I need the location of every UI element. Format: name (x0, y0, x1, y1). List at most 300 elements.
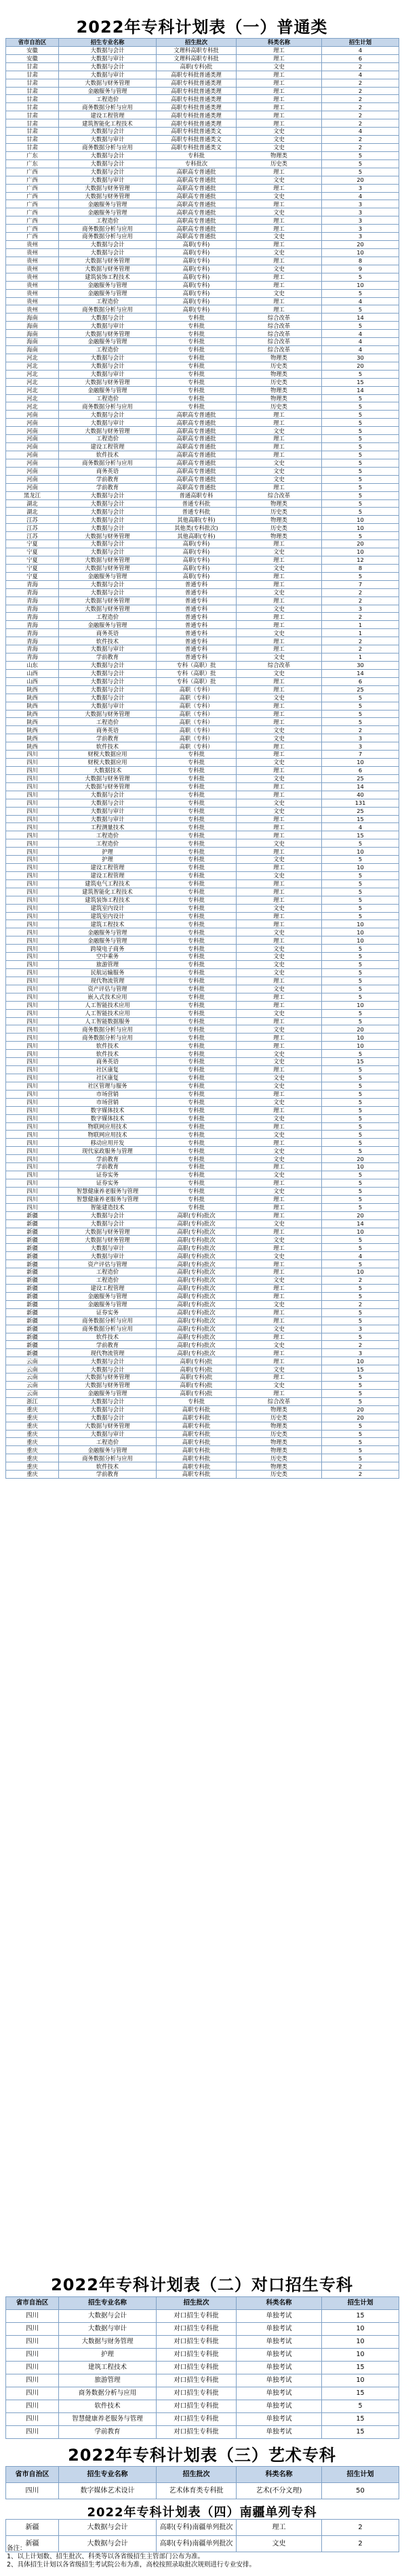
cell-major: 大数据与审计 (59, 71, 157, 79)
cell-major: 大数据与会计 (59, 661, 157, 669)
cell-batch: 高职专科批 (157, 1446, 237, 1454)
cell-province: 新疆 (6, 1333, 59, 1341)
cell-quota: 50 (322, 2483, 399, 2499)
cell-province: 陕西 (6, 694, 59, 702)
cell-batch: 专科批 (157, 969, 237, 977)
cell-quota: 5 (322, 1098, 399, 1106)
table-row (6, 1122, 399, 1131)
cell-batch: 高职(专科)批次 (157, 1276, 237, 1285)
table-row (6, 419, 399, 427)
header-batch: 招生批次 (157, 39, 237, 47)
cell-quota: 15 (322, 2310, 399, 2323)
notes (7, 2545, 397, 2569)
cell-category: 理工 (237, 710, 322, 718)
cell-quota: 7 (322, 751, 399, 759)
cell-major: 证券实务 (59, 1171, 157, 1179)
table-row (6, 354, 399, 362)
cell-batch: 专科批 (157, 1009, 237, 1017)
cell-province: 贵州 (6, 305, 59, 314)
cell-category: 理工 (237, 1317, 322, 1325)
table-row (6, 856, 399, 864)
table-row (6, 273, 399, 281)
notes-line: 1、以上计划数、招生批次、科类等以各省级招生主管部门公布为准。 (7, 2553, 205, 2560)
cell-major: 工程造价 (59, 1276, 157, 1285)
cell-batch: 专科批 (157, 977, 237, 985)
table-row (6, 920, 399, 928)
cell-province: 陕西 (6, 718, 59, 726)
cell-batch: 高职(专科) (157, 273, 237, 281)
cell-category: 单独考试 (237, 2310, 322, 2323)
cell-province: 重庆 (6, 1414, 59, 1422)
table-row (6, 289, 399, 297)
cell-batch: 对口招生专科批 (157, 2323, 237, 2336)
cell-category: 文史 (237, 928, 322, 936)
header-major: 招生专业名称 (59, 2297, 157, 2310)
cell-quota: 5 (322, 977, 399, 985)
cell-batch: 对口招生专科批 (157, 2426, 237, 2439)
cell-quota: 2 (322, 87, 399, 95)
cell-province: 海南 (6, 322, 59, 330)
cell-province: 陕西 (6, 734, 59, 742)
table-row (6, 386, 399, 394)
cell-batch: 高职专科批 (157, 1471, 237, 1479)
table-row (6, 370, 399, 378)
cell-category: 文史 (237, 128, 322, 136)
cell-quota: 2 (322, 588, 399, 596)
cell-category: 文史 (237, 176, 322, 184)
cell-province: 江苏 (6, 524, 59, 532)
table-row (6, 694, 399, 702)
table-row (6, 2374, 399, 2387)
cell-batch: 高职(专科)批次 (157, 1317, 237, 1325)
cell-quota: 5 (322, 904, 399, 912)
cell-quota: 15 (322, 831, 399, 839)
cell-major: 建筑工程技术 (59, 920, 157, 928)
cell-category: 文史 (237, 774, 322, 782)
cell-quota: 10 (322, 2323, 399, 2336)
cell-batch: 专科批 (157, 782, 237, 791)
cell-province: 海南 (6, 346, 59, 354)
table-row (6, 1268, 399, 1276)
cell-province: 广西 (6, 168, 59, 176)
cell-province: 四川 (6, 2362, 59, 2374)
cell-category: 理工 (237, 815, 322, 823)
cell-quota: 20 (322, 1211, 399, 1219)
cell-batch: 专科批 (157, 378, 237, 386)
cell-province: 湖北 (6, 508, 59, 516)
cell-quota: 3 (322, 208, 399, 216)
cell-quota: 5 (322, 953, 399, 961)
cell-batch: 高职(专科)批次 (157, 1308, 237, 1317)
table-row (6, 1171, 399, 1179)
cell-category: 理工 (237, 435, 322, 443)
table-row (6, 208, 399, 216)
cell-category: 理工 (237, 1357, 322, 1365)
table-row (6, 1389, 399, 1397)
cell-category: 理工 (237, 200, 322, 208)
cell-major: 金融服务与管理 (59, 200, 157, 208)
cell-major: 大数据与会计 (59, 362, 157, 370)
cell-major: 旅游管理 (59, 2374, 157, 2387)
cell-batch: 高职(专科)批次 (157, 1236, 237, 1244)
cell-quota: 2 (322, 637, 399, 645)
cell-category: 文史 (237, 726, 322, 734)
cell-quota: 5 (322, 1074, 399, 1082)
cell-category: 理工 (237, 1066, 322, 1074)
table-row (6, 2387, 399, 2400)
cell-batch: 其他高职(专科) (157, 532, 237, 540)
cell-province: 青海 (6, 637, 59, 645)
cell-batch: 高职高专普通批 (157, 216, 237, 225)
cell-province: 青海 (6, 629, 59, 637)
cell-batch: 专科批 (157, 1195, 237, 1203)
cell-province: 四川 (6, 1106, 59, 1114)
cell-major: 大数据与会计 (59, 580, 157, 588)
cell-category: 理工 (237, 540, 322, 548)
cell-province: 四川 (6, 848, 59, 856)
table-row (6, 216, 399, 225)
table-row (6, 548, 399, 556)
table-row (6, 572, 399, 580)
cell-major: 商务数据分析与应用 (59, 233, 157, 241)
cell-category: 理工 (237, 685, 322, 694)
cell-major: 智慧健康养老服务与管理 (59, 1187, 157, 1195)
cell-province: 宁夏 (6, 572, 59, 580)
cell-major: 大数据与财务管理 (59, 427, 157, 435)
cell-quota: 40 (322, 791, 399, 799)
cell-batch: 专科批 (157, 871, 237, 879)
table-row (6, 669, 399, 677)
cell-batch: 专科批 (157, 774, 237, 782)
cell-batch: 专科批 (157, 1090, 237, 1098)
cell-batch: 高职专科批普通类理 (157, 119, 237, 128)
cell-category: 理工 (237, 637, 322, 645)
cell-province: 新疆 (6, 1300, 59, 1308)
cell-major: 建筑智能化工程技术 (59, 119, 157, 128)
cell-major: 市场营销 (59, 1098, 157, 1106)
table-row (6, 1292, 399, 1300)
cell-major: 大数据与财务管理 (59, 532, 157, 540)
cell-quota: 5 (322, 1147, 399, 1155)
table-row (6, 945, 399, 953)
cell-major: 工程造价 (59, 297, 157, 305)
header-quota: 招生计划 (322, 2297, 399, 2310)
cell-major: 金融服务与管理 (59, 621, 157, 629)
table-row (6, 896, 399, 904)
cell-major: 工程造价 (59, 1268, 157, 1276)
cell-province: 重庆 (6, 1430, 59, 1438)
cell-quota: 25 (322, 774, 399, 782)
cell-batch: 普通高职专科 (157, 491, 237, 499)
cell-province: 河北 (6, 386, 59, 394)
cell-province: 广西 (6, 216, 59, 225)
header-province: 省市自治区 (6, 39, 59, 47)
cell-batch: 高职(专科)批次 (157, 1292, 237, 1300)
cell-category: 历史类 (237, 1414, 322, 1422)
table-row (6, 1252, 399, 1260)
cell-category: 历史类 (237, 1454, 322, 1462)
cell-province: 四川 (6, 993, 59, 1001)
cell-batch: 专科批 (157, 1147, 237, 1155)
cell-batch: 高职专科批普通类文 (157, 136, 237, 144)
table-row (6, 734, 399, 742)
cell-quota: 25 (322, 807, 399, 815)
cell-major: 大数据与会计 (59, 1365, 157, 1374)
cell-category: 文史 (237, 564, 322, 572)
cell-category: 文史 (237, 1219, 322, 1228)
cell-province: 四川 (6, 888, 59, 896)
cell-quota: 5 (322, 322, 399, 330)
cell-major: 证券实务 (59, 1308, 157, 1317)
cell-batch: 专科（高职）批 (157, 661, 237, 669)
cell-quota: 3 (322, 184, 399, 192)
cell-batch: 专科批 (157, 402, 237, 411)
cell-category: 理工 (237, 879, 322, 888)
cell-major: 大数据与会计 (59, 46, 157, 54)
cell-major: 大数据与财务管理 (59, 774, 157, 782)
cell-major: 金融服务与管理 (59, 87, 157, 95)
cell-province: 新疆 (6, 1349, 59, 1357)
cell-batch: 专科批 (157, 936, 237, 945)
cell-province: 四川 (6, 1066, 59, 1074)
cell-quota: 3 (322, 742, 399, 751)
cell-category: 文史 (237, 588, 322, 596)
cell-batch: 高职高专普通批 (157, 200, 237, 208)
table-row (6, 443, 399, 451)
cell-major: 护理 (59, 848, 157, 856)
cell-category: 理工 (237, 216, 322, 225)
cell-major: 商务英语 (59, 726, 157, 734)
cell-category: 文史 (237, 904, 322, 912)
table-row (6, 241, 399, 249)
cell-province: 贵州 (6, 265, 59, 273)
cell-province: 新疆 (6, 1276, 59, 1285)
cell-quota: 4 (322, 192, 399, 200)
cell-batch: 专科批 (157, 848, 237, 856)
cell-quota: 5 (322, 443, 399, 451)
cell-batch: 高职专科批 (157, 1414, 237, 1422)
cell-province: 河南 (6, 459, 59, 467)
cell-province: 重庆 (6, 1422, 59, 1430)
cell-quota: 2 (322, 103, 399, 111)
cell-province: 四川 (6, 2310, 59, 2323)
cell-province: 青海 (6, 621, 59, 629)
table-row (6, 54, 399, 62)
cell-quota: 4 (322, 1252, 399, 1260)
cell-category: 理工 (237, 1374, 322, 1382)
cell-province: 新疆 (6, 1260, 59, 1268)
cell-major: 软件技术 (59, 1462, 157, 1471)
cell-major: 学前教育 (59, 483, 157, 491)
table-row (6, 402, 399, 411)
cell-province: 四川 (6, 1179, 59, 1187)
cell-batch: 专科批 (157, 1171, 237, 1179)
cell-category: 文史 (237, 807, 322, 815)
cell-major: 工程造价 (59, 831, 157, 839)
cell-quota: 9 (322, 265, 399, 273)
cell-batch: 专科批 (157, 362, 237, 370)
cell-quota: 4 (322, 46, 399, 54)
cell-category: 综合改革 (237, 314, 322, 322)
cell-quota: 20 (322, 1155, 399, 1163)
cell-major: 大数据与财务管理 (59, 556, 157, 565)
cell-major: 工程造价 (59, 839, 157, 848)
cell-quota: 5 (322, 896, 399, 904)
cell-category: 理工 (237, 645, 322, 654)
cell-quota: 5 (322, 993, 399, 1001)
cell-category: 理工 (237, 257, 322, 265)
cell-province: 新疆 (6, 1317, 59, 1325)
cell-quota: 5 (322, 961, 399, 969)
cell-quota: 15 (322, 2387, 399, 2400)
cell-batch: 高职高专普通批 (157, 419, 237, 427)
cell-quota: 5 (322, 1179, 399, 1187)
header-category: 科类名称 (237, 2467, 322, 2483)
table-row (6, 46, 399, 54)
cell-quota: 5 (322, 1446, 399, 1454)
cell-batch: 普通专科 (157, 613, 237, 621)
cell-category: 文史 (237, 871, 322, 879)
table-row (6, 330, 399, 338)
cell-major: 大数据与审计 (59, 419, 157, 427)
table-header-row (6, 2467, 399, 2483)
table-row (6, 1050, 399, 1058)
cell-quota: 10 (322, 864, 399, 872)
cell-province: 四川 (6, 766, 59, 774)
general-plan-table (5, 38, 399, 1479)
cell-category: 理工 (237, 119, 322, 128)
cell-major: 大数据与财务管理 (59, 564, 157, 572)
cell-quota: 2 (322, 726, 399, 734)
cell-batch: 专科（高职）批 (157, 677, 237, 685)
cell-category: 物理类 (237, 151, 322, 159)
cell-category: 文史 (237, 734, 322, 742)
table-row (6, 1066, 399, 1074)
cell-category: 理工 (237, 1308, 322, 1317)
cell-province: 四川 (6, 1042, 59, 1050)
cell-province: 贵州 (6, 248, 59, 257)
table-row (6, 338, 399, 346)
table-row (6, 2336, 399, 2349)
cell-province: 甘肃 (6, 87, 59, 95)
cell-batch: 专科批 (157, 1074, 237, 1082)
table-row (6, 1422, 399, 1430)
cell-category: 文史 (237, 265, 322, 273)
cell-major: 大数据技术 (59, 766, 157, 774)
cell-major: 大数据与财务管理 (59, 330, 157, 338)
cell-category: 理工 (237, 896, 322, 904)
cell-province: 云南 (6, 1382, 59, 1390)
cell-quota: 5 (322, 1050, 399, 1058)
cell-batch: 普通专科 (157, 629, 237, 637)
cell-province: 四川 (6, 2336, 59, 2349)
cell-quota: 10 (322, 281, 399, 289)
cell-quota: 5 (322, 1317, 399, 1325)
cell-major: 建筑室内设计 (59, 912, 157, 920)
cell-batch: 高职（专科） (157, 694, 237, 702)
cell-province: 四川 (6, 2413, 59, 2426)
cell-batch: 专科批 (157, 961, 237, 969)
table-row (6, 605, 399, 613)
cell-category: 文史 (237, 1276, 322, 1285)
cell-category: 理工 (237, 168, 322, 176)
cell-quota: 10 (322, 1228, 399, 1236)
cell-category: 单独考试 (237, 2387, 322, 2400)
cell-major: 大数据与财务管理 (59, 1382, 157, 1390)
cell-province: 四川 (6, 774, 59, 782)
cell-batch: 高职专科批普通类理 (157, 95, 237, 103)
cell-batch: 高职(专科)批 (157, 62, 237, 71)
cell-category: 文史 (237, 1325, 322, 1333)
cell-category: 理工 (237, 1001, 322, 1009)
cell-batch: 专科批 (157, 766, 237, 774)
cell-province: 重庆 (6, 1454, 59, 1462)
header-quota: 招生计划 (322, 39, 399, 47)
header-province: 省市自治区 (6, 2467, 59, 2483)
notes-line: 2、具体招生计划以各省级招生考试院公布为准，高校按照录取批次规则进行专业安排。 (7, 2561, 256, 2569)
cell-batch: 高职高专普通批 (157, 233, 237, 241)
cell-major: 软件技术 (59, 451, 157, 459)
cell-province: 甘肃 (6, 95, 59, 103)
cell-quota: 10 (322, 2374, 399, 2387)
cell-category: 理工 (237, 702, 322, 710)
cell-category: 理工 (237, 2520, 322, 2536)
cell-province: 广西 (6, 184, 59, 192)
cell-province: 四川 (6, 1034, 59, 1042)
table-row (6, 751, 399, 759)
cell-quota: 4 (322, 71, 399, 79)
cell-category: 物理类 (237, 499, 322, 508)
cell-category: 理工 (237, 411, 322, 419)
cell-batch: 高职(专科) (157, 540, 237, 548)
table-row (6, 1017, 399, 1025)
cell-batch: 专科批 (157, 751, 237, 759)
table-row (6, 281, 399, 289)
cell-major: 大数据与会计 (59, 491, 157, 499)
cell-category: 单独考试 (237, 2349, 322, 2362)
table-row (6, 1114, 399, 1122)
cell-quota: 2 (322, 62, 399, 71)
cell-province: 四川 (6, 1122, 59, 1131)
table-row (6, 378, 399, 386)
cell-major: 学前教育 (59, 1163, 157, 1171)
table-row (6, 839, 399, 848)
section-title-general: 2022年专科计划表（一）普通类 (76, 18, 328, 37)
table-row (6, 685, 399, 694)
cell-major: 商务英语 (59, 629, 157, 637)
cell-batch: 普通专科 (157, 580, 237, 588)
table-row (6, 143, 399, 151)
cell-batch: 高职高专普通批 (157, 435, 237, 443)
cell-quota: 5 (322, 694, 399, 702)
cell-quota: 5 (322, 1171, 399, 1179)
cell-province: 河北 (6, 362, 59, 370)
table-row (6, 580, 399, 588)
cell-province: 甘肃 (6, 128, 59, 136)
cell-major: 大数据与财务管理 (59, 192, 157, 200)
table-row (6, 136, 399, 144)
cell-quota: 5 (322, 1382, 399, 1390)
table-row (6, 200, 399, 208)
cell-batch: 高职(专科)批次 (157, 1260, 237, 1268)
cell-quota: 4 (322, 338, 399, 346)
cell-quota: 2 (322, 1300, 399, 1308)
cell-quota: 20 (322, 1405, 399, 1414)
cell-quota: 5 (322, 945, 399, 953)
table-row (6, 257, 399, 265)
cell-quota: 10 (322, 1268, 399, 1276)
cell-major: 智慧健康养老服务与管理 (59, 2413, 157, 2426)
